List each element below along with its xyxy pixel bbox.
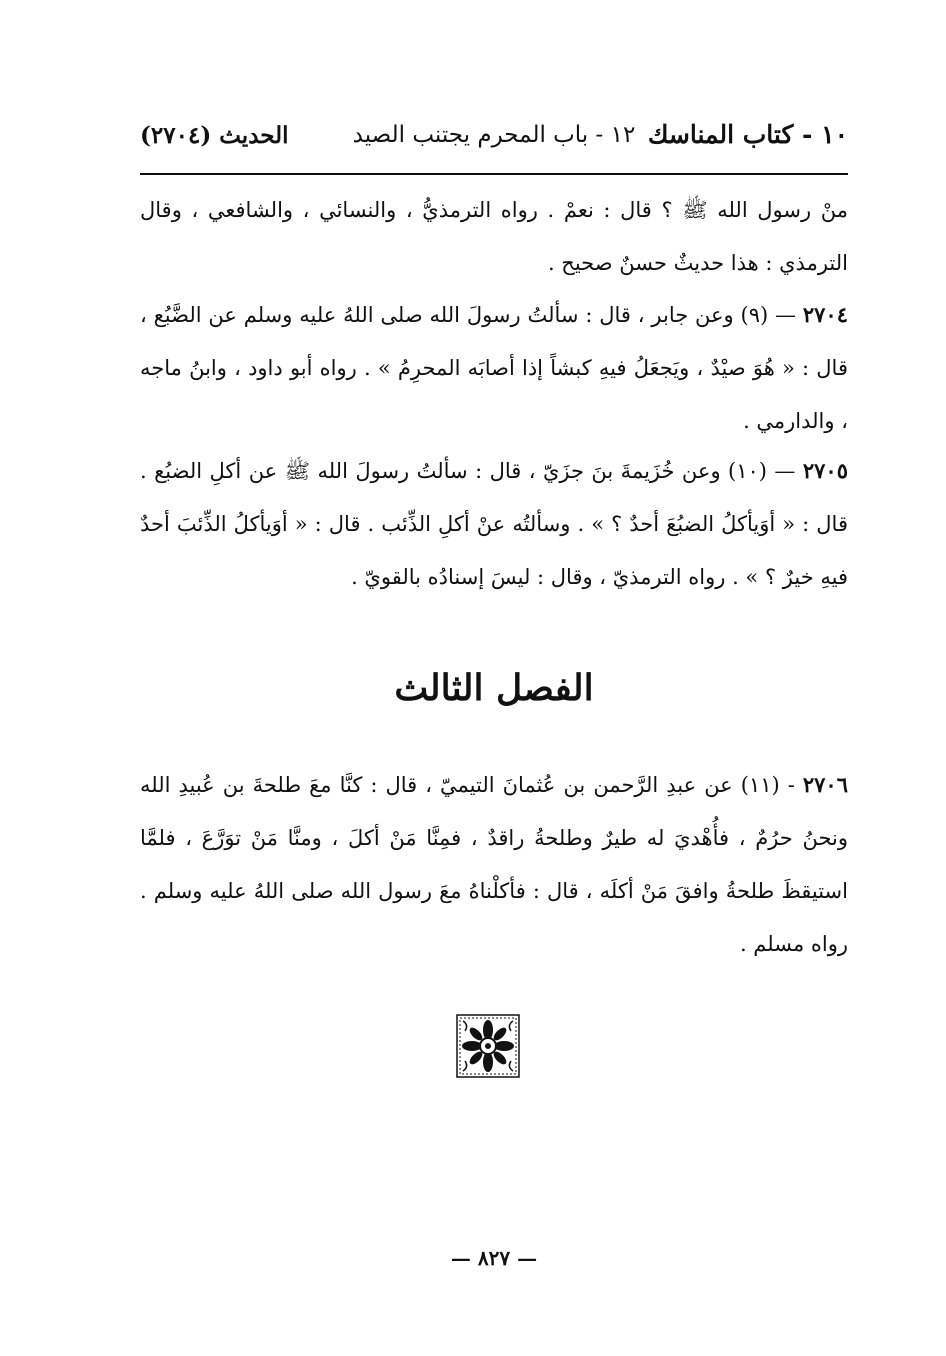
hadith-number: ٢٧٠٦ xyxy=(802,772,848,797)
hadith-paragraph-2704 xyxy=(140,288,848,448)
hadith-number: ٢٧٠٥ xyxy=(802,458,848,483)
hadith-number: ٢٧٠٤ xyxy=(802,302,848,327)
paragraph-text: — (٩) وعن جابر ، قال : سألتُ رسولَ الله صلى اللهُ عليه وسلم عن الضَّبُع ، قال : « هُوَ صيْدٌ ، ويَجعَلُ فيهِ كبشاً إذا أصابَه المحرِمُ » . رواه أبو داود ، وابنُ ماجه ، والدارمي . xyxy=(140,303,848,433)
hadith-paragraph-2705 xyxy=(140,444,848,604)
header-chapter-title: ١٢ - باب المحرم يجتنب الصيد xyxy=(352,122,636,148)
page-number: — ٨٢٧ — xyxy=(450,1246,538,1270)
section-heading: الفصل الثالث xyxy=(394,667,594,709)
hadith-paragraph-2706 xyxy=(140,758,848,971)
paragraph-text: — (١٠) وعن خُزَيمةَ بنَ جزَيّ ، قال : سألتُ رسولَ الله ﷺ عن أكلِ الضبُع . قال : « أوَيأكلُ الضبُعَ أحدٌ ؟ » . وسألتُه عنْ أكلِ الذِّئب . قال : « أوَيأكلُ الذِّئبَ أحدٌ فيهِ خيرٌ ؟ » . رواه الترمذيّ ، وقال : ليسَ إسنادُه بالقويّ . xyxy=(140,459,848,589)
running-header xyxy=(140,112,848,164)
floral-ornament-icon xyxy=(455,1013,521,1079)
paragraph-continuation xyxy=(140,183,848,290)
header-divider xyxy=(140,173,848,175)
header-hadith-reference: الحديث (٢٧٠٤) xyxy=(140,122,289,149)
paragraph-text: - (١١) عن عبدِ الرَّحمن بن عُثمانَ التيميّ ، قال : كنَّا معَ طلحةَ بن عُبيدِ الله ونحنُ حرُمٌ ، فأُهْديَ له طيرٌ وطلحةُ راقدٌ ، فمِنَّا مَنْ أكلَ ، ومنَّا مَنْ توَرَّعَ ، فلمَّا استيقظَ طلحةُ وافقَ مَنْ أكلَه ، قال : فأكلْناهُ معَ رسول الله صلى اللهُ عليه وسلم . رواه مسلم . xyxy=(140,773,848,956)
header-book-title: ١٠ - كتاب المناسك xyxy=(647,120,848,149)
paragraph-text: منْ رسول الله ﷺ ؟ قال : نعمْ . رواه الترمذيُّ ، والنسائي ، والشافعي ، وقال الترمذي : هذا حديثٌ حسنٌ صحيح . xyxy=(140,198,848,275)
